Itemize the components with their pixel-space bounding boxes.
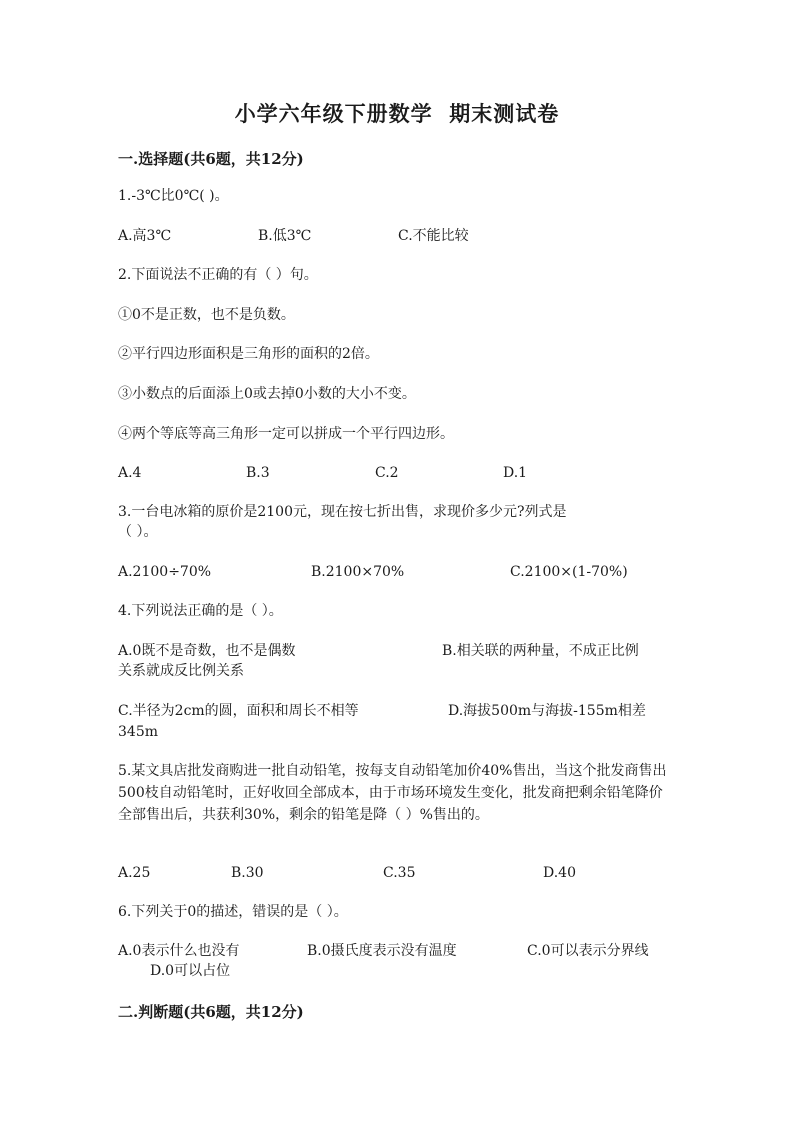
question-4-option-c: C.半径为2cm的圆，面积和周长不相等 xyxy=(118,703,359,719)
question-2-statement-1: ①0不是正数，也不是负数。 xyxy=(118,307,295,323)
question-3-stem-line-1: 3.一台电冰箱的原价是2100元，现在按七折出售，求现价多少元?列式是 xyxy=(118,504,567,520)
question-6-option-d: D.0可以占位 xyxy=(150,963,231,979)
question-2-stem: 2.下面说法不正确的有（ ）句。 xyxy=(118,267,318,283)
question-5-option-a: A.25 xyxy=(118,865,151,881)
question-5-option-d: D.40 xyxy=(543,865,576,881)
question-5-option-b: B.30 xyxy=(231,865,264,881)
question-5-option-c: C.35 xyxy=(383,865,416,881)
question-2-statement-2: ②平行四边形面积是三角形的面积的2倍。 xyxy=(118,346,379,362)
question-4-option-a: A.0既不是奇数，也不是偶数 xyxy=(118,643,296,659)
question-3-option-b: B.2100×70% xyxy=(311,564,405,580)
question-6-option-c: C.0可以表示分界线 xyxy=(527,943,649,959)
question-1-stem: 1.-3℃比0℃( )。 xyxy=(118,188,229,204)
question-4-stem: 4.下列说法正确的是（ ）。 xyxy=(118,603,283,619)
section-heading-true-false: 二.判断题(共6题，共12分) xyxy=(118,1003,304,1021)
question-2-option-d: D.1 xyxy=(503,465,528,481)
question-2-option-a: A.4 xyxy=(118,465,142,481)
question-4-option-d-continued: 345m xyxy=(118,724,158,740)
question-5-stem: 5.某文具店批发商购进一批自动铅笔，按每支自动铅笔加价40%售出，当这个批发商售出500枝自动铅笔时，正好收回全部成本，由于市场环境发生变化，批发商把剩余铅笔降价全部售出后，共获利30%，剩余的铅笔是降（ ）%售出的。 xyxy=(118,763,667,823)
question-1-option-a: A.高3℃ xyxy=(118,228,172,244)
question-2-option-b: B.3 xyxy=(246,465,270,481)
question-3-option-c: C.2100×(1-70%) xyxy=(510,564,628,580)
question-2-statement-3: ③小数点的后面添上0或去掉0小数的大小不变。 xyxy=(118,386,416,402)
question-4-option-d: D.海拔500m与海拔-155m相差 xyxy=(448,703,646,719)
section-heading-choice: 一.选择题(共6题，共12分) xyxy=(118,150,304,168)
question-6-stem: 6.下列关于0的描述，错误的是（ ）。 xyxy=(118,904,348,920)
question-1-option-c: C.不能比较 xyxy=(398,228,469,244)
question-6-option-b: B.0摄氏度表示没有温度 xyxy=(307,943,457,959)
question-2-statement-4: ④两个等底等高三角形一定可以拼成一个平行四边形。 xyxy=(118,426,454,442)
question-3-stem-line-2: （ ）。 xyxy=(118,524,158,540)
question-3-option-a: A.2100÷70% xyxy=(118,564,212,580)
page-title: 小学六年级下册数学 期末测试卷 xyxy=(234,101,560,126)
question-2-option-c: C.2 xyxy=(375,465,399,481)
question-6-option-a: A.0表示什么也没有 xyxy=(118,943,240,959)
question-4-option-b: B.相关联的两种量，不成正比例 xyxy=(442,643,639,659)
question-4-option-b-continued: 关系就成反比例关系 xyxy=(118,663,244,679)
question-1-option-b: B.低3℃ xyxy=(258,228,312,244)
